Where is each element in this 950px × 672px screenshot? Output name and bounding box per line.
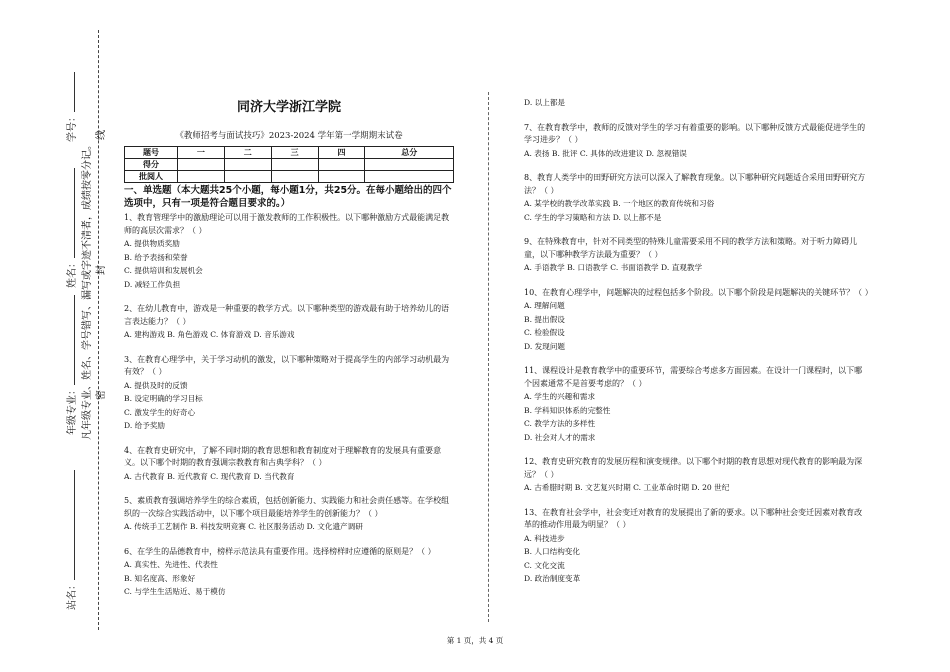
question-block: [524, 365, 869, 444]
question-block: [124, 546, 454, 599]
answer-option: C. 教学方法的多样性: [524, 419, 596, 428]
left-column: [124, 94, 454, 599]
table-cell: 总分: [365, 147, 454, 159]
answer-option: D. 发现问题: [524, 341, 566, 351]
question-stem: 4、在教育史研究中，了解不同时期的教育思想和教育制度对于理解教育的发展具有重要意义。以下哪个时期的教育强调宗教教育和古典学科？（ ）: [124, 445, 442, 467]
answer-option: B. 学科知识体系的完整性: [524, 405, 611, 415]
question-stem: 11、课程设计是教育教学中的重要环节，需要综合考虑多方面因素。在设计一门课程时，以下哪个因素通常不是首要考虑的？（ ）: [524, 366, 863, 388]
student-id-label: 学号：: [63, 72, 78, 142]
table-cell: [365, 159, 454, 171]
table-cell: 得分: [125, 159, 178, 171]
table-cell: [271, 159, 318, 171]
table-cell: [178, 159, 225, 171]
score-table: [124, 146, 454, 183]
seal-mark-xian: 线: [96, 130, 107, 140]
answer-option: D. 给予奖励: [124, 421, 166, 430]
seal-dashed-line: [98, 30, 99, 630]
score-table-header-row: [125, 147, 454, 159]
answer-option: D. 减轻工作负担: [124, 279, 181, 289]
question-block: [524, 236, 869, 275]
answer-option: A. 手语教学 B. 口语教学 C. 书面语教学 D. 直观教学: [524, 263, 703, 272]
table-cell: 一: [178, 147, 225, 159]
answer-option: A. 表扬 B. 批评 C. 具体的改进建议 D. 忽视错误: [524, 148, 687, 158]
school-title: 同济大学浙江学院: [236, 100, 341, 115]
table-cell: 四: [318, 147, 365, 159]
binding-instruction: 凡年级专业、姓名、学号错写、漏写或字迹不清者，成绩按零分记。: [82, 140, 93, 440]
question-stem: 3、在教育心理学中，关于学习动机的激发，以下哪种策略对于提高学生的内部学习动机最为有效？（ ）: [124, 354, 450, 376]
answer-option: D. 以上都是: [524, 98, 566, 107]
answer-option: C. 检验假设: [524, 328, 565, 337]
answer-option: A. 古代教育 B. 近代教育 C. 现代教育 D. 当代教育: [124, 471, 295, 481]
table-cell: 三: [271, 147, 318, 159]
question-block: [524, 172, 869, 224]
question-block: [124, 445, 454, 484]
answer-option: A. 真实性、先进性、代表性: [124, 560, 218, 569]
column-divider: [488, 92, 489, 622]
answer-option: B. 知名度高、形象好: [124, 573, 196, 583]
answer-option: A. 古希腊时期 B. 文艺复兴时期 C. 工业革命时期 D. 20 世纪: [524, 483, 730, 492]
page-footer: 第 1 页，共 4 页: [446, 636, 504, 645]
table-cell: [318, 159, 365, 171]
question-block: [524, 507, 869, 586]
table-cell: 批阅人: [125, 171, 178, 183]
answer-option: C. 提供培训和发展机会: [124, 266, 203, 275]
answer-option: B. 人口结构变化: [524, 547, 580, 556]
answer-option: D. 政治制度变革: [524, 574, 581, 583]
grade-major-label: 年级专业：: [63, 295, 78, 435]
answer-option: C. 激发学生的好奇心: [124, 407, 196, 417]
table-cell: [224, 171, 271, 183]
table-cell: 题号: [125, 147, 178, 159]
question-stem: 13、在教育社会学中，社会变迁对教育的发展提出了新的要求。以下哪种社会变迁因素对教育改革的推动作用最为明显？（ ）: [524, 507, 863, 529]
table-cell: [271, 171, 318, 183]
section-heading: 一、单选题（本大题共25个小题，每小题1分，共25分。在每小题给出的四个选项中，只有一项是符合题目要求的。）: [124, 185, 452, 209]
right-column: [524, 94, 873, 586]
seal-mark-mi: 密: [96, 390, 107, 400]
answer-option: D. 社会对人才的需求: [524, 432, 596, 442]
question-stem: 6、在学生的品德教育中，榜样示范法具有重要作用。选择榜样时应遵循的原则是？（ ）: [124, 546, 436, 556]
question-block: [524, 287, 873, 354]
answer-option: A. 提供物质奖励: [124, 239, 180, 248]
answer-option: A. 科技进步: [524, 533, 565, 543]
question-stem: 5、素质教育强调培养学生的综合素质，包括创新能力、实践能力和社会责任感等。在学校组织的一次综合实践活动中，以下哪个项目最能培养学生的创新能力？（ ）: [124, 496, 450, 518]
answer-option: B. 提出假设: [524, 314, 565, 324]
name-label: 姓名：: [63, 168, 78, 288]
answer-option: B. 给予表扬和荣誉: [124, 252, 188, 262]
question-block: [524, 96, 869, 110]
question-stem: 10、在教育心理学中，问题解决的过程包括多个阶段。以下哪个阶段是问题解决的关键环节？（ ）: [524, 287, 873, 297]
question-block: [124, 212, 454, 291]
question-block: [124, 303, 454, 342]
answer-option: C. 与学生生活贴近、易于模仿: [124, 587, 226, 596]
table-cell: [224, 159, 271, 171]
seal-mark-feng: 封: [96, 265, 107, 275]
question-stem: 1、教育管理学中的激励理论可以用于激发教师的工作积极性。以下哪种激励方式最能满足教师的高层次需求？（ ）: [124, 213, 450, 235]
station-label: 站名：: [63, 470, 78, 610]
question-stem: 8、教育人类学中的田野研究方法可以深入了解教育现象。以下哪种研究问题适合采用田野研究方法？（ ）: [524, 173, 866, 195]
table-cell: [365, 171, 454, 183]
question-block: [524, 456, 869, 495]
answer-option: B. 设定明确的学习目标: [124, 394, 203, 403]
question-block: [124, 495, 454, 534]
answer-option: A. 建构游戏 B. 角色游戏 C. 体育游戏 D. 音乐游戏: [124, 330, 295, 339]
answer-option: A. 学生的兴趣和需求: [524, 392, 596, 401]
table-cell: [318, 171, 365, 183]
answer-option: C. 文化交流: [524, 560, 565, 570]
score-table-row: [125, 171, 454, 183]
answer-option: C. 学生的学习策略和方法 D. 以上都不是: [524, 212, 662, 222]
answer-option: A. 提供及时的反馈: [124, 380, 188, 390]
question-stem: 7、在教育教学中，教师的反馈对学生的学习有着重要的影响。以下哪种反馈方式最能促进学生的学习进步？（ ）: [524, 122, 866, 144]
question-list: [524, 96, 873, 586]
answer-option: A. 理解问题: [524, 301, 565, 310]
answer-option: A. 某学校的教学改革实践 B. 一个地区的教育传统和习俗: [524, 199, 715, 208]
exam-subtitle: 《教师招考与面试技巧》2023-2024 学年第一学期期末试卷: [175, 131, 403, 141]
table-cell: 二: [224, 147, 271, 159]
question-stem: 2、在幼儿教育中，游戏是一种重要的教学方式。以下哪种类型的游戏最有助于培养幼儿的语言表达能力？（ ）: [124, 304, 450, 326]
question-stem: 12、教育史研究教育的发展历程和演变规律。以下哪个时期的教育思想对现代教育的影响最为深远？（ ）: [524, 457, 863, 479]
score-table-row: [125, 159, 454, 171]
question-stem: 9、在特殊教育中，针对不同类型的特殊儿童需要采用不同的教学方法和策略。对于听力障碍儿童，以下哪种教学方法最为重要？（ ）: [524, 237, 858, 259]
question-list: [124, 212, 454, 599]
question-block: [524, 122, 869, 161]
question-block: [124, 354, 454, 433]
table-cell: [178, 171, 225, 183]
answer-option: A. 传统手工艺制作 B. 科技发明竞赛 C. 社区服务活动 D. 文化遗产调研: [124, 522, 363, 531]
